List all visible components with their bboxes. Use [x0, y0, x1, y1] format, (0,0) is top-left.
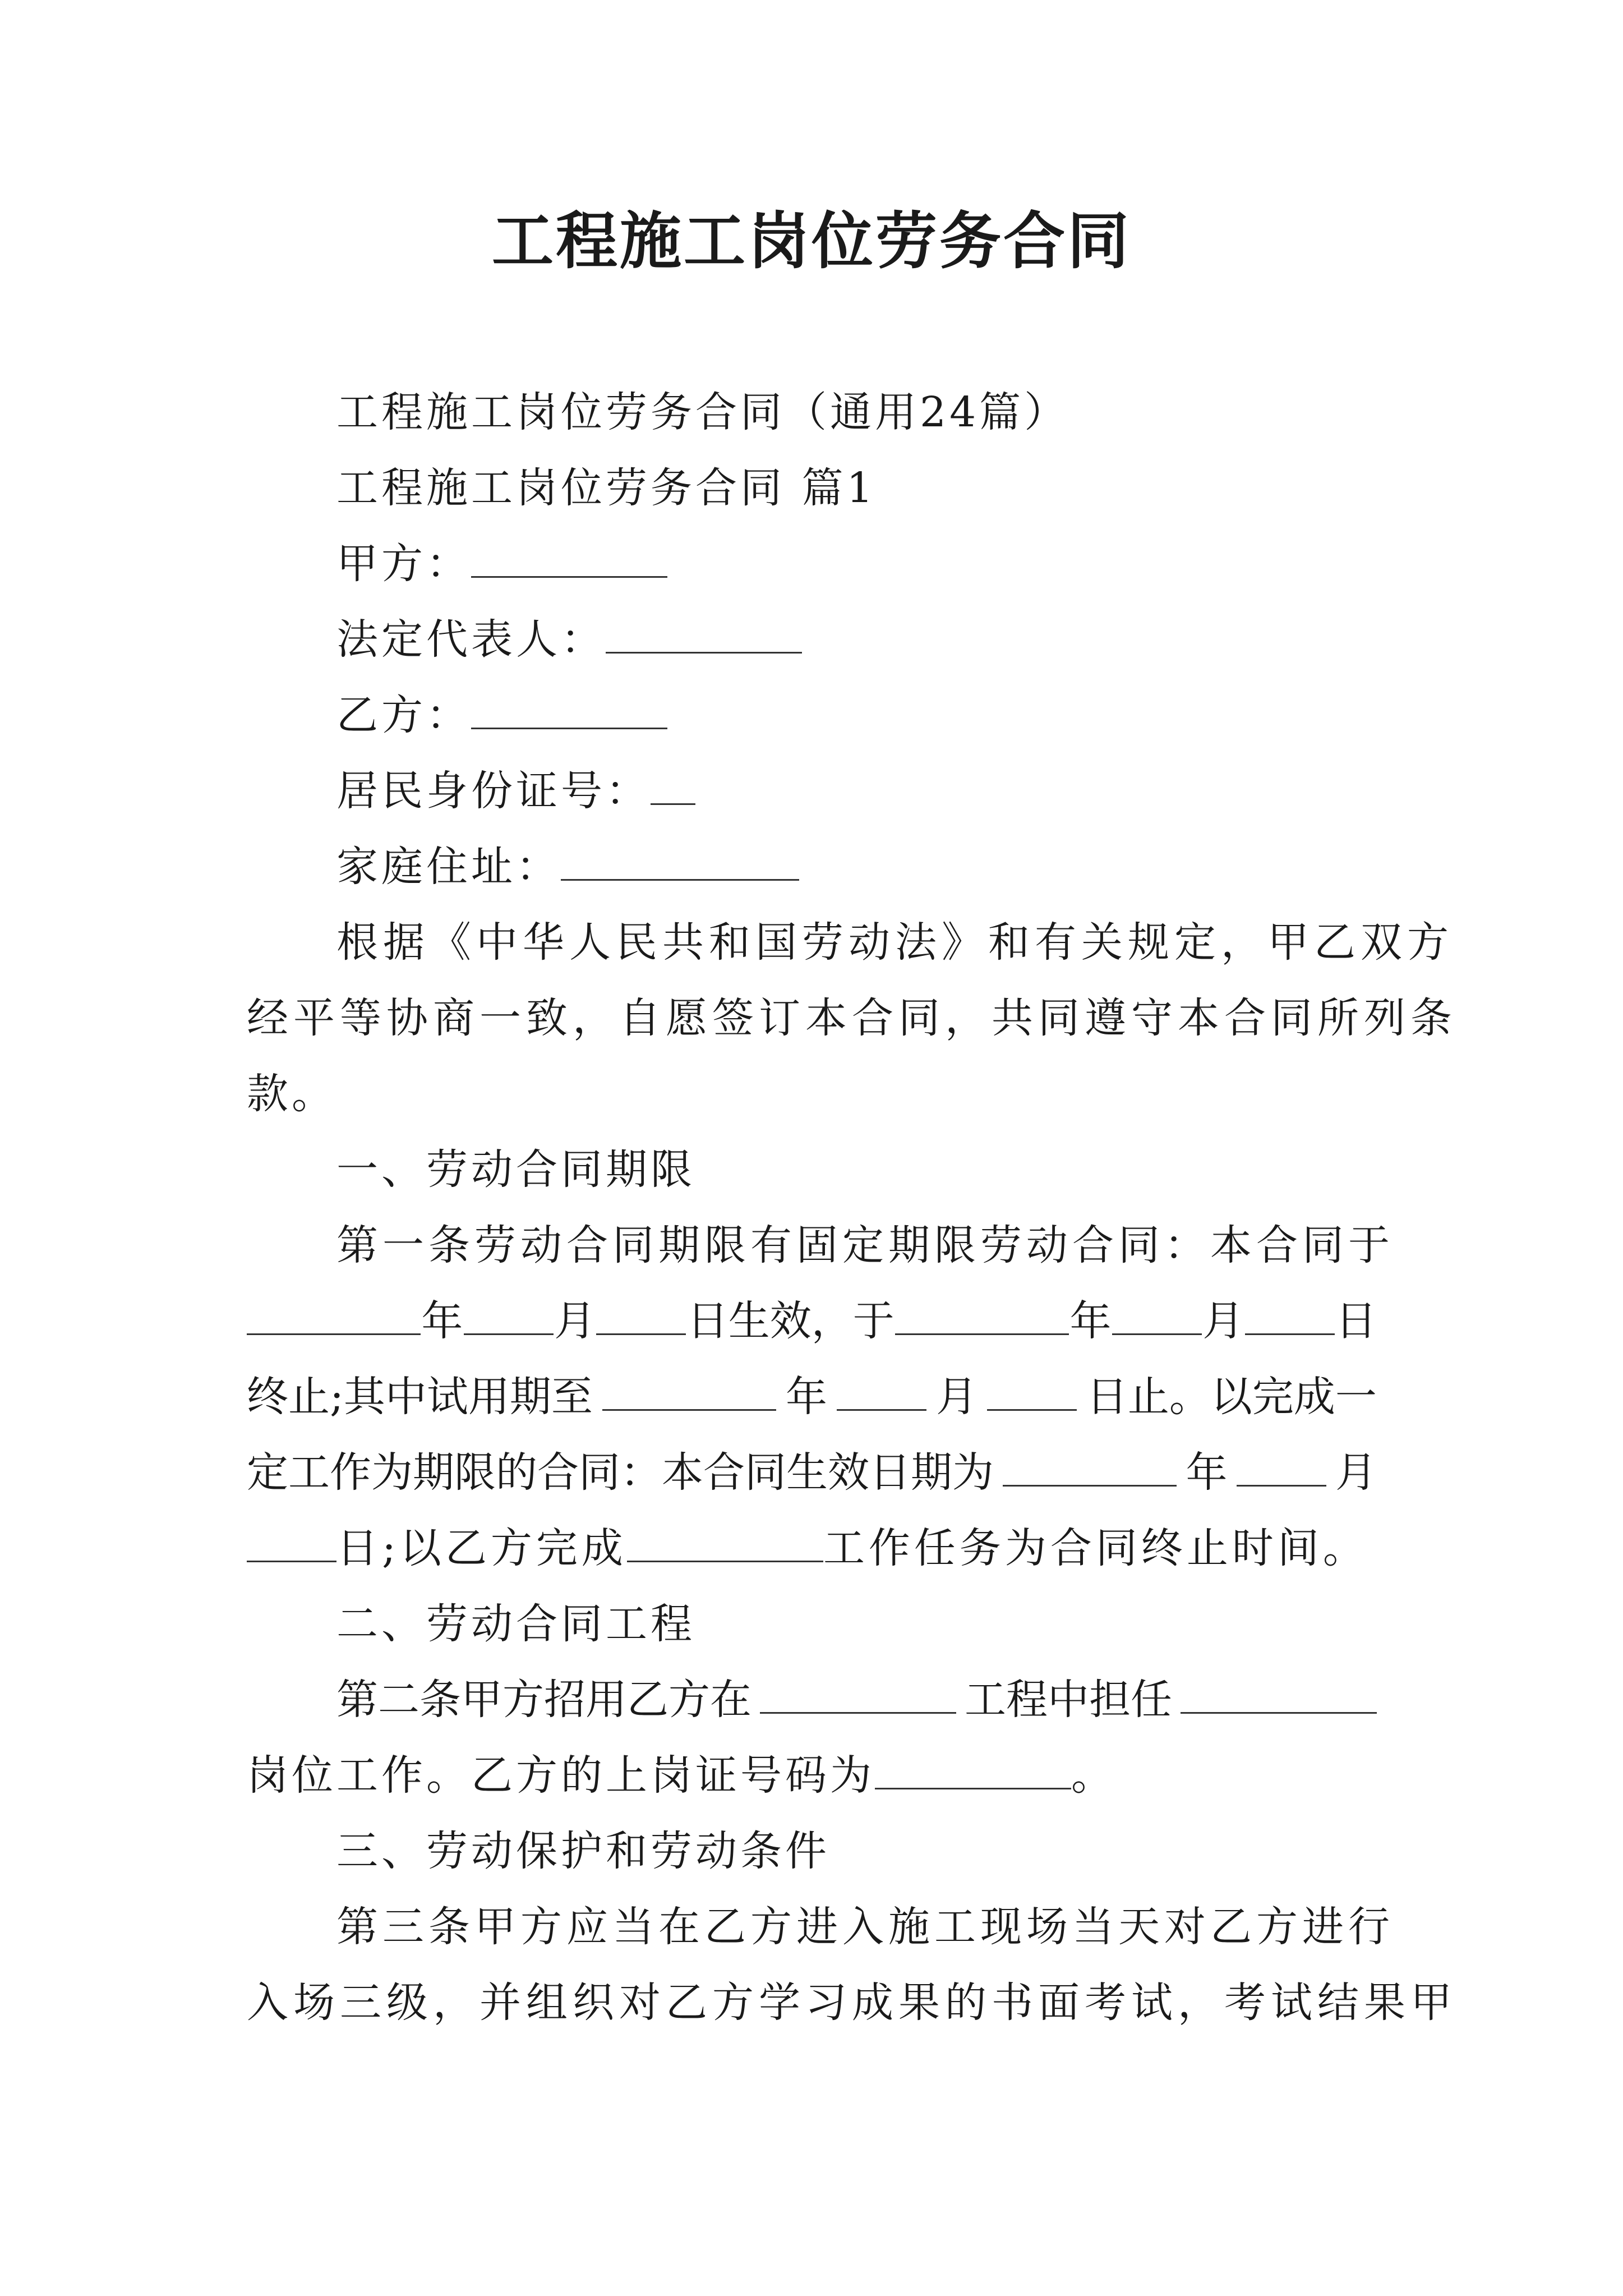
address-label: 家庭住址：: [336, 843, 561, 891]
id-number-row: [336, 760, 695, 822]
intro-line-1: 根据《中华人民共和国劳动法》和有关规定，甲乙双方: [336, 918, 1454, 967]
article-2-line-2: [247, 1745, 1116, 1806]
task-year-label: 年: [1186, 1448, 1228, 1497]
end-month-blank[interactable]: [1112, 1292, 1202, 1335]
party-a-blank[interactable]: [471, 535, 667, 578]
article-1-line-4: [247, 1442, 1377, 1503]
address-blank[interactable]: [561, 838, 799, 881]
task-day-text: 日;以乙方完成: [336, 1524, 627, 1572]
article-3-line-2: 入场三级，并组织对乙方学习成果的书面考试，考试结果甲: [247, 1978, 1457, 2027]
party-b-row: [336, 684, 667, 746]
effect-year-blank[interactable]: [247, 1292, 421, 1335]
legal-rep-blank[interactable]: [606, 610, 802, 654]
probation-day-blank[interactable]: [987, 1368, 1077, 1411]
document-subtitle: 工程施工岗位劳务合同（通用24篇）: [336, 388, 1069, 436]
party-b-blank[interactable]: [471, 686, 667, 729]
article-3-line-1: 第三条甲方应当在乙方进入施工现场当天对乙方进行: [336, 1903, 1394, 1951]
effect-day-label: 日生效，于: [686, 1297, 895, 1345]
document-title: 工程施工岗位劳务合同: [492, 205, 1131, 277]
heading-3: 三、劳动保护和劳动条件: [336, 1827, 830, 1875]
probation-text: 终止;其中试用期至: [247, 1373, 593, 1421]
legal-rep-row: [336, 609, 802, 670]
end-month-label: 月: [1202, 1297, 1244, 1345]
position-blank[interactable]: [1181, 1671, 1377, 1714]
task-contract-text: 定工作为期限的合同：本合同生效日期为: [247, 1448, 994, 1497]
end-year-blank[interactable]: [895, 1292, 1069, 1335]
article-1-line-3: [247, 1366, 1377, 1428]
project-blank[interactable]: [760, 1671, 956, 1714]
probation-year-label: 年: [785, 1373, 827, 1421]
article-2-text-b: 工程中担任: [965, 1676, 1172, 1724]
effect-month-label: 月: [554, 1297, 596, 1345]
effect-month-blank[interactable]: [464, 1292, 554, 1335]
probation-year-blank[interactable]: [602, 1368, 776, 1411]
address-row: [336, 836, 799, 898]
heading-2: 二、劳动合同工程: [336, 1600, 695, 1648]
party-a-label: 甲方：: [336, 540, 471, 588]
party-b-label: 乙方：: [336, 691, 471, 739]
article-2-line-1: [336, 1669, 1377, 1731]
article-1-line-1: 第一条劳动合同期限有固定期限劳动合同：本合同于: [336, 1221, 1394, 1269]
article-1-line-2: [247, 1290, 1377, 1352]
heading-1: 一、劳动合同期限: [336, 1145, 695, 1194]
intro-line-3: 款。: [247, 1070, 336, 1118]
intro-line-2: 经平等协商一致，自愿签订本合同，共同遵守本合同所列条: [247, 994, 1457, 1042]
effect-day-blank[interactable]: [596, 1292, 686, 1335]
probation-month-blank[interactable]: [837, 1368, 926, 1411]
effect-year-label: 年: [421, 1297, 463, 1345]
section-heading: 工程施工岗位劳务合同 篇1: [336, 464, 877, 512]
task-year-blank[interactable]: [1003, 1443, 1177, 1487]
probation-end-text: 日止。以完成一: [1086, 1373, 1377, 1421]
party-a-row: [336, 533, 667, 595]
task-month-label: 月: [1335, 1448, 1377, 1497]
permit-number-blank[interactable]: [875, 1746, 1071, 1789]
id-number-label: 居民身份证号：: [336, 767, 651, 815]
article-1-line-5: [247, 1517, 1368, 1579]
legal-rep-label: 法定代表人：: [336, 615, 606, 664]
id-number-blank[interactable]: [651, 762, 695, 805]
end-year-label: 年: [1069, 1297, 1112, 1345]
task-work-blank[interactable]: [627, 1519, 823, 1562]
end-day-blank[interactable]: [1245, 1292, 1335, 1335]
article-2-text-a: 第二条甲方招用乙方在: [336, 1676, 751, 1724]
probation-month-label: 月: [935, 1373, 978, 1421]
task-month-blank[interactable]: [1237, 1443, 1326, 1487]
task-day-blank[interactable]: [247, 1519, 336, 1562]
article-2-text-d: 。: [1071, 1751, 1116, 1800]
end-day-label: 日: [1335, 1297, 1377, 1345]
task-end-text: 工作任务为合同终止时间。: [823, 1524, 1368, 1572]
article-2-text-c: 岗位工作。乙方的上岗证号码为: [247, 1751, 875, 1800]
